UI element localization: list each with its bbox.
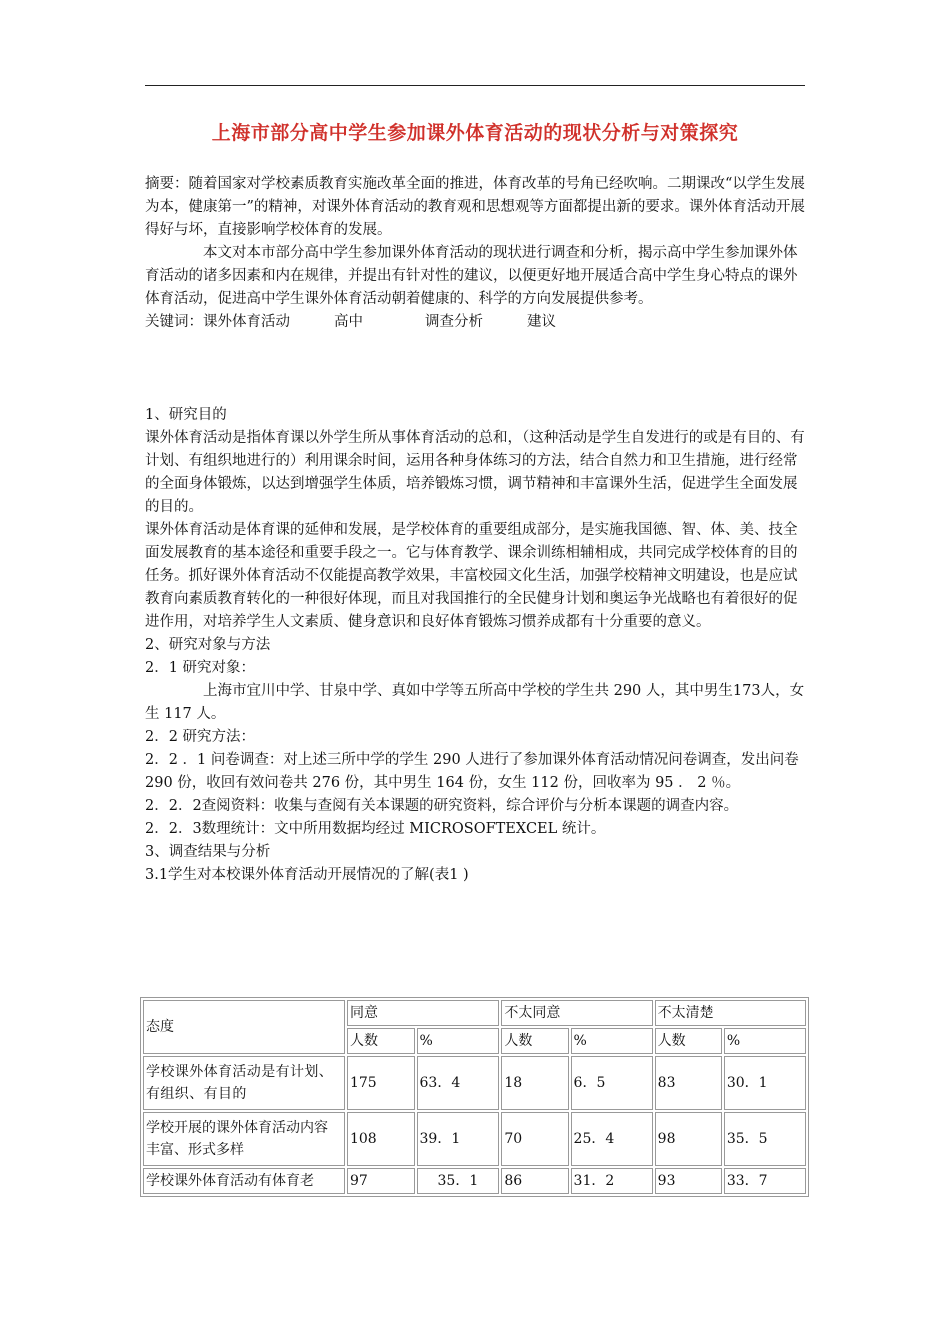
section-1-paragraph-2: 课外体育活动是体育课的延伸和发展，是学校体育的重要组成部分，是实施我国德、智、体、美、技全面发展教育的基本途径和重要手段之一。它与体育教学、课余训练相辅相成，共同完成学校体育的目的任务。抓好课外体育活动不仅能提高教学效果，丰富校园文化生活，加强学校精神文明建设，也是应试教育向素质教育转化的一种很好体现，而且对我国推行的全民健身计划和奥运争光战略也有着很好的促进作用，对培养学生人文素质、健身意识和良好体育锻炼习惯养成都有十分重要的意义。 — [145, 522, 798, 630]
table-cell: 97 — [347, 1168, 415, 1194]
section-1-paragraph-1: 课外体育活动是指体育课以外学生所从事体育活动的总和，（这种活动是学生自发进行的或是有目的、有计划、有组织地进行的）利用课余时间，运用各种身体练习的方法，结合自然力和卫生措施，进行经常的全面身体锻炼，以达到增强学生体质，培养锻炼习惯，调节精神和丰富课外生活，促进学生全面发展的目的。 — [145, 430, 805, 515]
survey-table — [140, 997, 809, 1197]
table-cell: 35．1 — [417, 1168, 500, 1194]
count-header: 人数 — [501, 1028, 568, 1054]
section-2-heading: 2、研究对象与方法 — [145, 637, 271, 653]
header-rule — [145, 85, 805, 86]
keywords-line — [145, 311, 810, 334]
table-cell: 30．1 — [724, 1056, 806, 1110]
pct-header: % — [417, 1028, 500, 1054]
table-cell: 33．7 — [724, 1168, 806, 1194]
table-cell: 6．5 — [571, 1056, 653, 1110]
section-2-1-paragraph: 上海市宜川中学、甘泉中学、真如中学等五所高中学校的学生共 290 人，其中男生173人，女生 117 人。 — [145, 683, 805, 722]
table-cell: 175 — [347, 1056, 415, 1110]
table-row — [143, 1168, 806, 1194]
document-title: 上海市部分高中学生参加课外体育活动的现状分析与对策探究 — [211, 122, 739, 144]
table-cell: 18 — [501, 1056, 568, 1110]
table-cell: 98 — [655, 1112, 722, 1166]
group-header-agree: 同意 — [347, 1000, 499, 1026]
section-2-2-2: 2．2．2查阅资料：收集与查阅有关本课题的研究资料，综合评价与分析本课题的调查内容。 — [145, 798, 739, 814]
row-label: 学校课外体育活动是有计划、有组织、有目的 — [143, 1056, 345, 1110]
section-1-heading: 1、研究目的 — [145, 407, 227, 423]
table-row — [143, 1112, 806, 1166]
pct-header: % — [571, 1028, 653, 1054]
abstract: 摘要：随着国家对学校素质教育实施改革全面的推进，体育改革的号角已经吹响。二期课改“以学生发展为本，健康第一”的精神，对课外体育活动的教育观和思想观等方面都提出新的要求。课外体育活动开展得好与坏，直接影响学校体育的发展。 — [145, 176, 805, 238]
count-header: 人数 — [655, 1028, 722, 1054]
keywords-label: 关键词：课外体育活动 — [145, 314, 290, 330]
attitude-header: 态度 — [143, 1000, 345, 1054]
table-cell: 83 — [655, 1056, 722, 1110]
group-header-disagree: 不太同意 — [501, 1000, 652, 1026]
abstract-paragraph-2: 本文对本市部分高中学生参加课外体育活动的现状进行调查和分析，揭示高中学生参加课外体育活动的诸多因素和内在规律，并提出有针对性的建议，以便更好地开展适合高中学生身心特点的课外体育活动，促进高中学生课外体育活动朝着健康的、科学的方向发展提供参考。 — [145, 245, 798, 307]
count-header: 人数 — [347, 1028, 415, 1054]
section-2-2-heading: 2．2 研究方法： — [145, 729, 256, 745]
row-label: 学校开展的课外体育活动内容丰富、形式多样 — [143, 1112, 345, 1166]
pct-header: % — [724, 1028, 806, 1054]
table-cell: 31．2 — [571, 1168, 653, 1194]
table-cell: 93 — [655, 1168, 722, 1194]
row-label: 学校课外体育活动有体育老 — [143, 1168, 345, 1194]
keyword-2: 高中 — [334, 314, 363, 330]
keyword-3: 调查分析 — [425, 314, 483, 330]
section-2-2-1: 2．2 ．1 问卷调查：对上述三所中学的学生 290 人进行了参加课外体育活动情况问卷调查，发出问卷 290 份，收回有效问卷共 276 份，其中男生 164 份，女生 112 份，回收率为 95 ． 2 ％。 — [145, 752, 799, 791]
table-cell: 70 — [501, 1112, 568, 1166]
table-cell: 39．1 — [417, 1112, 500, 1166]
table-header-row — [143, 1000, 806, 1026]
table-cell: 25．4 — [571, 1112, 653, 1166]
table-cell: 35．5 — [724, 1112, 806, 1166]
table-row — [143, 1056, 806, 1110]
section-3-1-heading: 3.1学生对本校课外体育活动开展情况的了解(表1 ) — [145, 867, 469, 883]
table-cell: 86 — [501, 1168, 568, 1194]
keyword-4: 建议 — [527, 314, 556, 330]
document-body — [145, 173, 810, 887]
section-2-2-3: 2．2．3数理统计：文中所用数据均经过 MICROSOFTEXCEL 统计。 — [145, 821, 606, 837]
section-2-1-heading: 2．1 研究对象： — [145, 660, 256, 676]
table-cell: 108 — [347, 1112, 415, 1166]
table-cell: 63．4 — [417, 1056, 500, 1110]
group-header-unsure: 不太清楚 — [655, 1000, 806, 1026]
section-3-heading: 3、调查结果与分析 — [145, 844, 271, 860]
